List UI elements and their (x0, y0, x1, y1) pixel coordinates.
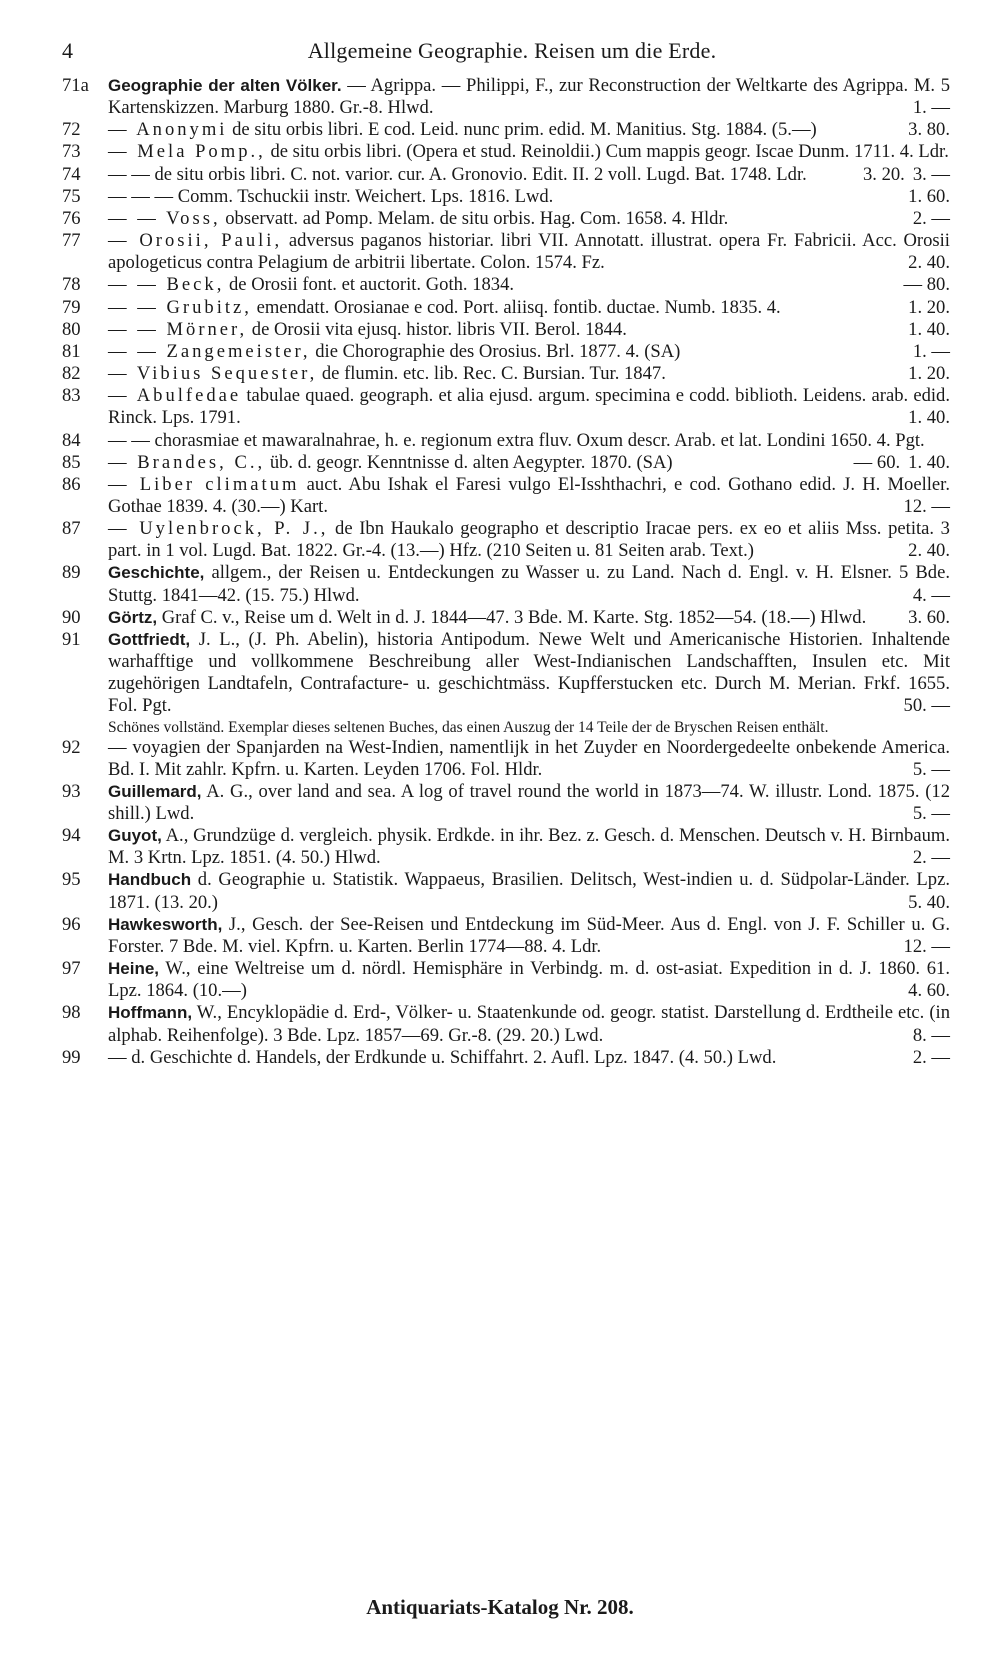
entry-body (108, 1002, 950, 1046)
catalog-entry (62, 869, 950, 913)
entry-author: Heine, (108, 959, 160, 979)
entry-body (108, 825, 950, 869)
entry-spaced-name: — Uylenbrock, P. J., (108, 518, 329, 540)
catalog-entry (62, 297, 950, 319)
catalog-entry (62, 1002, 950, 1046)
entry-price: 5. — (912, 758, 950, 780)
entry-body (108, 75, 950, 119)
catalog-entry (62, 363, 950, 385)
page-header (62, 38, 962, 68)
entry-price: 1. 40. (908, 451, 950, 473)
entry-body (108, 629, 950, 718)
entry-note: Schönes vollständ. Exemplar dieses seltenen Buches, das einen Auszug der 14 Teile der de Bryschen Reisen enthält. (108, 718, 829, 736)
entry-body (108, 230, 950, 274)
catalog-entry (62, 274, 950, 296)
catalog-entry (62, 319, 950, 341)
entry-body (108, 1047, 950, 1069)
entry-body (108, 452, 950, 474)
entry-text: d. Geographie u. Statistik. Wappaeus, Brasilien. Delitsch, West-indien u. d. Südpolar-Länder. Lpz. 1871. (13. 20.) (108, 869, 950, 913)
entry-number: 72 (62, 119, 81, 141)
entry-spaced-name: — Vibius Sequester, (108, 363, 318, 385)
entry-body (108, 518, 950, 562)
entry-price: 3. 60. (908, 606, 950, 628)
entry-text: die Chorographie des Orosius. Brl. 1877. 4. (SA) (310, 340, 681, 362)
entry-price: 2. — (912, 207, 950, 229)
entry-author: Handbuch (108, 870, 192, 890)
entry-text: adversus paganos historiar. libri VII. Annotatt. illustrat. opera Fr. Fabricii. Acc. Orosii apologeticus contra Pelagium de arbitrii libertate. Colon. 1574. Fz. (108, 230, 950, 274)
entry-text: de Orosii font. et auctorit. Goth. 1834. (224, 274, 515, 296)
catalog-entry (62, 75, 950, 119)
entry-number: 91 (62, 628, 81, 650)
entry-number: 74 (62, 163, 81, 185)
entry-spaced-name: — Anonymi (108, 119, 228, 141)
entry-text: — d. Geschichte d. Handels, der Erdkunde u. Schiffahrt. 2. Aufl. Lpz. 1847. (4. 50.) Lwd. (108, 1046, 777, 1068)
entry-spaced-name: — Brandes, C., (108, 451, 266, 473)
entry-body (108, 737, 950, 781)
entry-price: 12. — (903, 495, 950, 517)
entry-text: — — — Comm. Tschuckii instr. Weichert. Lps. 1816. Lwd. (108, 185, 554, 207)
catalog-entry (62, 385, 950, 429)
entry-body (108, 914, 950, 958)
entry-author: Hawkesworth, (108, 914, 223, 934)
entry-author: Guyot, (108, 826, 162, 846)
entry-number: 76 (62, 207, 81, 229)
entry-price: 1. 40. (908, 318, 950, 340)
catalog-entry (62, 474, 950, 518)
catalog-entry (62, 208, 950, 230)
entry-body (108, 119, 950, 141)
entry-price: 1. 60. (908, 185, 950, 207)
entry-number: 77 (62, 230, 81, 252)
entry-number: 97 (62, 958, 81, 980)
entry-number: 82 (62, 363, 81, 385)
entry-text: J. L., (J. Ph. Abelin), historia Antipodum. Newe Welt und Americanische Historien. Inhaltende warhafftige und vollkommene Beschreibung aller West-Indianischen Landschafften, Insulen etc. Mit zugehörigen Landtafeln, Contrafacture- u. geschichtmäss. Kupfferstucken etc. Durch M. Merian. Frkf. 1655. Fol. Pgt. (108, 628, 950, 717)
page-title: Allgemeine Geographie. Reisen um die Erde. (307, 38, 717, 63)
entry-author: Guillemard, (108, 781, 202, 801)
catalog-entry (62, 1047, 950, 1069)
entry-text: J., Gesch. der See-Reisen und Entdeckung im Süd-Meer. Aus d. Engl. von J. F. Schiller u. G. Forster. 7 Bde. M. viel. Kpfrn. u. Karten. Berlin 1774—88. 4. Ldr. (108, 913, 950, 957)
entry-body (108, 341, 950, 363)
entry-number: 87 (62, 518, 81, 540)
entry-text: emendatt. Orosianae e cod. Port. aliisq. fontib. ductae. Numb. 1835. 4. (251, 296, 781, 318)
entry-price: 4. 60. (908, 980, 950, 1002)
entry-price: 1. 20. (908, 296, 950, 318)
entry-author: Hoffmann, (108, 1003, 193, 1023)
catalog-entry (62, 958, 950, 1002)
catalog-entry (62, 607, 950, 629)
entry-number: 78 (62, 274, 81, 296)
entry-body (108, 607, 950, 629)
catalog-entry (62, 629, 950, 737)
entry-text: observatt. ad Pomp. Melam. de situ orbis. Hag. Com. 1658. 4. Hldr. (220, 207, 729, 229)
catalog-entry (62, 186, 950, 208)
entry-spaced-name: — — Grubitz, (108, 296, 252, 318)
entry-spaced-name: — Mela Pomp., (108, 141, 266, 163)
entry-text: allgem., der Reisen u. Entdeckungen zu Wasser u. zu Land. Nach d. Engl. v. H. Elsner. 5 Bde. Stuttg. 1841—42. (15. 75.) Hlwd. (108, 562, 950, 606)
entry-body (108, 319, 950, 341)
catalog-footer: Antiquariats-Katalog Nr. 208. (366, 1595, 634, 1619)
entry-price: 2. 40. (908, 252, 950, 274)
entry-price: — 60. (853, 451, 901, 473)
entry-spaced-name: — — Zangemeister, (108, 340, 311, 362)
entry-text: de flumin. etc. lib. Rec. C. Bursian. Tur. 1847. (317, 363, 666, 385)
entry-number: 96 (62, 913, 81, 935)
entry-number: 89 (62, 562, 81, 584)
entry-price: 1. — (912, 340, 950, 362)
page-number: 4 (62, 38, 73, 63)
entry-text: de situ orbis libri. (Opera et stud. Reinoldii.) Cum mappis geogr. Iscae Dunm. 1711. 4. Ldr. (265, 141, 949, 163)
entry-text: de situ orbis libri. E cod. Leid. nunc prim. edid. M. Manitius. Stg. 1884. (5.—) (227, 119, 817, 141)
entry-body (108, 363, 950, 385)
entry-number: 98 (62, 1002, 81, 1024)
entry-number: 93 (62, 780, 81, 802)
entry-text: — Agrippa. — Philippi, F., zur Reconstruction der Weltkarte des Agrippa. M. 5 Kartenskizzen. Marburg 1880. Gr.-8. Hlwd. (108, 75, 950, 119)
entry-body (108, 474, 950, 518)
entry-body (108, 562, 950, 606)
entry-author: Geschichte, (108, 563, 205, 583)
entry-body (108, 274, 950, 296)
catalog-entry (62, 518, 950, 562)
entry-price: 12. — (903, 935, 950, 957)
entry-text: auct. Abu Ishak el Faresi vulgo El-Isshthachri, e cod. Gothano edid. J. H. Moeller. Gothae 1839. 4. (30.—) Kart. (108, 473, 950, 517)
entry-body (108, 958, 950, 1002)
entry-number: 94 (62, 825, 81, 847)
entry-number: 75 (62, 185, 81, 207)
catalog-entry (62, 562, 950, 606)
entry-price: 2. — (912, 847, 950, 869)
entry-author: Geographie der alten Völker. (108, 76, 342, 95)
entry-text: Graf C. v., Reise um d. Welt in d. J. 1844—47. 3 Bde. M. Karte. Stg. 1852—54. (18.—) Hlwd. (157, 606, 867, 628)
entry-text: de Orosii vita ejusq. histor. libris VII. Berol. 1844. (247, 318, 627, 340)
entry-text: — voyagien der Spanjarden na West-Indien, namentlijk in het Zuyder en Noordergedeelte onbekende America. Bd. I. Mit zahlr. Kpfrn. u. Karten. Leyden 1706. Fol. Hldr. (108, 736, 950, 780)
entry-number: 85 (62, 451, 81, 473)
entry-spaced-name: — — Voss, (108, 207, 221, 229)
catalog-entry (62, 737, 950, 781)
entry-text: A., Grundzüge d. vergleich. physik. Erdkde. in ihr. Bez. z. Gesch. d. Menschen. Deutsch v. H. Birnbaum. M. 3 Krtn. Lpz. 1851. (4. 50.) Hlwd. (108, 825, 950, 869)
entry-body (108, 385, 950, 429)
entry-text: W., eine Weltreise um d. nördl. Hemisphäre in Verbindg. m. d. ost-asiat. Expedition in d. J. 1860. 61. Lpz. 1864. (10.—) (108, 958, 950, 1002)
entry-number: 73 (62, 141, 81, 163)
entry-text: — — de situ orbis libri. C. not. varior. cur. A. Gronovio. Edit. II. 2 voll. Lugd. Bat. 1748. Ldr. (108, 163, 807, 185)
entry-price: 8. — (912, 1024, 950, 1046)
entry-number: 84 (62, 429, 81, 451)
entry-price: 5. — (912, 803, 950, 824)
entry-price: 3. 80. (908, 119, 950, 141)
entry-price: 1. 20. (908, 363, 950, 385)
entry-spaced-name: — — Mörner, (108, 318, 248, 340)
entry-author: Görtz, (108, 607, 158, 627)
entry-body (108, 164, 950, 186)
entry-number: 83 (62, 385, 81, 407)
entry-body (108, 186, 950, 208)
entry-body (108, 869, 950, 913)
entry-price: 5. 40. (908, 891, 950, 913)
entry-number: 71a (62, 75, 89, 96)
entry-spaced-name: — Liber climatum (108, 473, 300, 495)
entry-price: 1. 40. (908, 407, 950, 429)
entry-author: Gottfriedt, (108, 629, 191, 649)
entry-spaced-name: — — Beck, (108, 274, 225, 296)
entry-number: 95 (62, 869, 81, 891)
catalog-entry (62, 341, 950, 363)
entry-spaced-name: — Orosii, Pauli, (108, 230, 283, 252)
entry-text: de Ibn Haukalo geographo et descriptio Iracae pers. ex eo et aliis Mss. petita. 3 part. in 1 vol. Lugd. Bat. 1822. Gr.-4. (13.—) Hfz. (210 Seiten u. 81 Seiten arab. Text.) (108, 518, 950, 562)
entry-number: 81 (62, 340, 81, 362)
catalog-entry (62, 914, 950, 958)
entry-number: 99 (62, 1046, 81, 1068)
entry-body (108, 781, 950, 825)
entry-price: 1. — (912, 97, 950, 119)
entry-price: 4. — (912, 584, 950, 606)
entry-text: — — chorasmiae et mawaralnahrae, h. e. regionum extra fluv. Oxum descr. Arab. et lat. Londini 1650. 4. Pgt. (108, 429, 925, 451)
entry-number: 79 (62, 296, 81, 318)
entry-number: 90 (62, 606, 81, 628)
entry-text: tabulae quaed. geograph. et alia ejusd. argum. specimina e codd. biblioth. Leidens. arab. edid. Rinck. Lps. 1791. (108, 385, 950, 429)
catalog-entry (62, 230, 950, 274)
entry-price: 3. — (912, 163, 950, 185)
entry-text: W., Encyklopädie d. Erd-, Völker- u. Staatenkunde od. geogr. statist. Darstellung d. Erdtheile etc. (in alphab. Reihenfolge). 3 Bde. Lpz. 1857—69. Gr.-8. (29. 20.) Lwd. (108, 1002, 950, 1046)
catalog-entry (62, 119, 950, 141)
entry-price: 3. 20. (862, 163, 905, 185)
catalog-entry (62, 825, 950, 869)
catalog-entry (62, 164, 950, 186)
entry-body (108, 208, 950, 230)
catalog-entry (62, 452, 950, 474)
entry-body (108, 297, 950, 319)
catalog-entry (62, 781, 950, 825)
entry-number: 80 (62, 318, 81, 340)
catalog-entries (62, 75, 950, 1069)
entry-price: 50. — (903, 695, 950, 717)
entry-price: 2. — (912, 1046, 950, 1068)
entry-number: 86 (62, 473, 81, 495)
entry-price: — 80. (903, 274, 950, 296)
entry-text: üb. d. geogr. Kenntnisse d. alten Aegypter. 1870. (SA) (265, 451, 673, 473)
entry-text: A. G., over land and sea. A log of travel round the world in 1873—74. W. illustr. Lond. 1875. (12 shill.) Lwd. (108, 780, 950, 824)
entry-price: 2. 40. (908, 540, 950, 562)
entry-spaced-name: — Abulfedae (108, 385, 242, 407)
entry-number: 92 (62, 736, 81, 758)
